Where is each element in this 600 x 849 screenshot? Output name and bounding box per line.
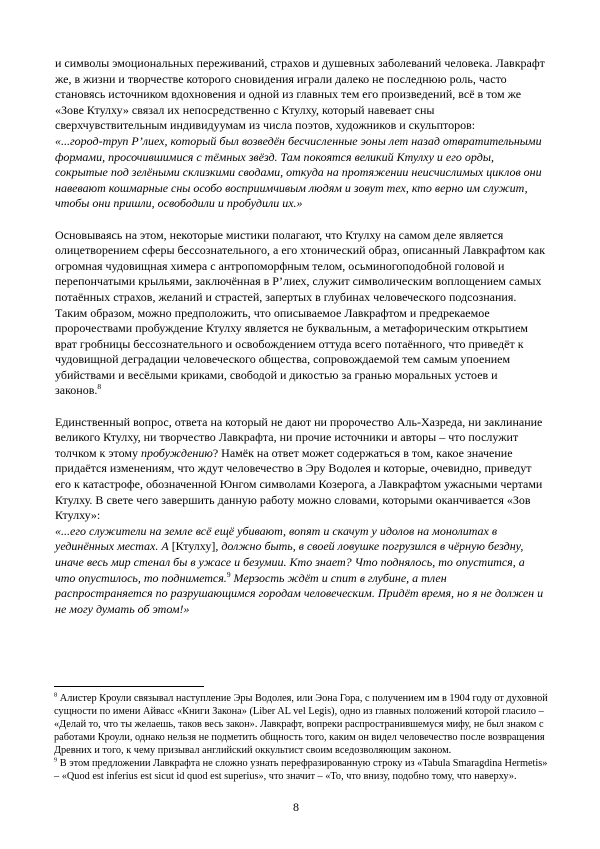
- text-run: [Ктулху]: [171, 539, 216, 554]
- footnote-reference: 9: [226, 569, 231, 579]
- body-paragraph: [55, 56, 546, 134]
- footnote-reference: 8: [97, 382, 102, 392]
- footnote: [54, 757, 550, 783]
- text-run: Алистер Кроули связывал наступление Эры Водолея, или Эона Гора, с получением им в 1904 году от духовной сущности по имени Айвасс «Книги Закона» (Liber AL vel Legis), одно из главных положений которой гласило – «Делай то, что ты желаешь, таков весь закон». Лавкрафт, вопреки распространившемуся мифу, не был знаком с работами Кроули, однако нельзя не подметить общность того, каким он видел человечество после возвращения Древних и того, к чему призывал английский оккультист своим вседозволяющим законом.: [54, 693, 548, 756]
- quote-paragraph: [55, 524, 546, 618]
- footnote-list: [54, 692, 550, 783]
- text-run: В этом предложении Лавкрафта не сложно узнать перефразированную строку из «Tabula Smaragdina Hermetis» – «Quod est inferius est sicut id quod est superius», что значит – «То, что внизу, подобно тому, что наверху».: [54, 758, 548, 782]
- text-run: и символы эмоциональных переживаний, страхов и душевных заболеваний человека. Лавкрафт же, в жизни и творчестве которого сновидения играли далеко не последнюю роль, часто становясь источником вдохновения и одной из главных тем его произведений, всё в том же «Зове Ктулху» связал их непосредственно с Ктулху, который навевает сны сверхчувствительным индивидуумам из числа поэтов, художников и скульпторов:: [55, 56, 545, 133]
- quote-paragraph: [55, 134, 546, 212]
- text-run: «...его служители на земле всё ещё убивают, вопят и скачут у идолов на монолитах в уединённых местах. А: [55, 523, 498, 554]
- text-run: , должно быть, в своей ловушке погрузился в чёрную бездну, иначе весь мир стенал бы в ужасе и безумии. Кто знает? Что поднялось, то опустится, а что опустилось, то поднимется.: [55, 539, 525, 585]
- text-run: Единственный вопрос, ответа на который не дают ни пророчество Аль-Хазреда, ни заклинание великого Ктулху, ни творчество Лавкрафта, ни прочие источники и авторы – что послужит толчком к этому: [55, 414, 543, 460]
- document-body: [55, 56, 546, 617]
- footnote-separator-line: [54, 686, 204, 687]
- text-run: Основываясь на этом, некоторые мистики полагают, что Ктулху на самом деле является олицетворением сферы бессознательного, а его хтонический образ, описанный Лавкрафтом как огромная чудовищная химера с антропоморфным телом, осьминогоподобной головой и перепончатыми крыльями, заключённая в Р’лиех, служит символическим воплощением самых потаённых страхов, желаний и страстей, запертых в глубинах человеческого подсознания. Таким образом, можно предположить, что описываемое Лавкрафтом и предрекаемое пророчествами пробуждение Ктулху является не буквальным, а метафорическим открытием врат гробницы бессознательного и освобождением оттуда всего потаённого, что приведёт к чудовищной деградации человеческого общества, сопровождаемой тем самым упоением убийствами и весёлыми криками, свободой и дикостью за гранью моральных устоев и законов.: [55, 227, 546, 398]
- body-paragraph: [55, 415, 546, 524]
- text-run: пробуждению: [140, 445, 213, 460]
- text-run: «...город-труп Р’лиех, который был возведён бесчисленные эоны лет назад отвратительными формами, просочившимися с тёмных звёзд. Там покоятся великий Ктулху и его орды, сокрытые под зелёными склизкими сводами, откуда на протяжении неисчислимых циклов они навевают кошмарные сны особо восприимчивым людям и зовут тех, кто верно им служит, чтобы они пришли, освободили и пробудили их.»: [55, 133, 542, 211]
- body-paragraph: [55, 228, 546, 400]
- page-number: 8: [293, 800, 299, 814]
- text-run: Мерзость ждёт и спит в глубине, а тлен распространяется по разрушающимся городам человеческим. Придёт время, но я не должен и не могу думать об этом!»: [55, 570, 544, 616]
- footnote-area: [54, 686, 550, 783]
- footnote: [54, 692, 550, 757]
- footnote-reference: 9: [54, 756, 58, 764]
- footnote-reference: 8: [54, 691, 58, 699]
- text-run: ? Намёк на ответ может содержаться в том, какое значение придаётся изменениям, что ждут человечество в Эру Водолея и которые, очевидно, приведут его к катастрофе, обозначенной Юнгом символами Козерога, а Лавкрафтом ужасными чертами Ктулху. В свете чего завершить данную работу можно словами, которыми оканчивается «Зов Ктулху»:: [55, 445, 543, 523]
